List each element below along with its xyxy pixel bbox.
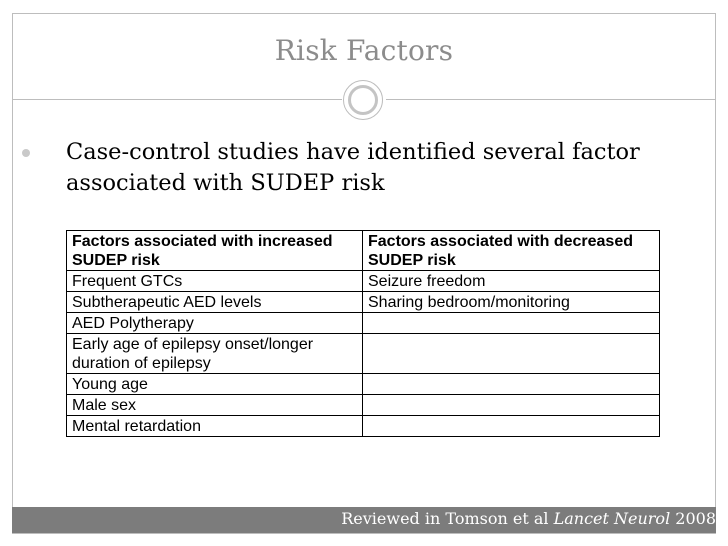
circle-ornament-inner xyxy=(348,85,378,115)
increased-risk-cell: Young age xyxy=(67,374,363,395)
citation-journal: Lancet Neurol xyxy=(553,509,671,528)
increased-risk-cell: Early age of epilepsy onset/longer duration of epilepsy xyxy=(67,334,363,374)
decreased-risk-cell xyxy=(363,313,660,334)
increased-risk-cell: Subtherapeutic AED levels xyxy=(67,292,363,313)
divider-right xyxy=(386,99,716,100)
citation-prefix: Reviewed in Tomson et al xyxy=(341,509,554,528)
citation-year: 2008 xyxy=(670,509,716,528)
header-decreased-risk: Factors associated with decreased SUDEP risk xyxy=(363,231,660,271)
decreased-risk-cell xyxy=(363,395,660,416)
table-row xyxy=(67,334,660,374)
bullet-text: Case-control studies have identified several factor associated with SUDEP risk xyxy=(66,139,640,196)
table-row xyxy=(67,395,660,416)
footer-bar xyxy=(12,507,716,533)
table-row xyxy=(67,271,660,292)
table-body xyxy=(67,231,660,437)
table-row xyxy=(67,313,660,334)
table-row xyxy=(67,416,660,437)
citation xyxy=(341,509,716,528)
risk-factors-table xyxy=(66,230,660,437)
decreased-risk-cell xyxy=(363,334,660,374)
decreased-risk-cell xyxy=(363,374,660,395)
slide-title: Risk Factors xyxy=(274,34,454,67)
increased-risk-cell: Frequent GTCs xyxy=(67,271,363,292)
decreased-risk-cell: Sharing bedroom/monitoring xyxy=(363,292,660,313)
divider-left xyxy=(12,99,342,100)
bullet-dot-icon xyxy=(22,149,30,157)
decreased-risk-cell: Seizure freedom xyxy=(363,271,660,292)
header-increased-risk: Factors associated with increased SUDEP risk xyxy=(67,231,363,271)
circle-ornament-icon xyxy=(343,80,383,120)
table-row xyxy=(67,292,660,313)
increased-risk-cell: Male sex xyxy=(67,395,363,416)
increased-risk-cell: Mental retardation xyxy=(67,416,363,437)
table-header-row xyxy=(67,231,660,271)
decreased-risk-cell xyxy=(363,416,660,437)
table-row xyxy=(67,374,660,395)
increased-risk-cell: AED Polytherapy xyxy=(67,313,363,334)
